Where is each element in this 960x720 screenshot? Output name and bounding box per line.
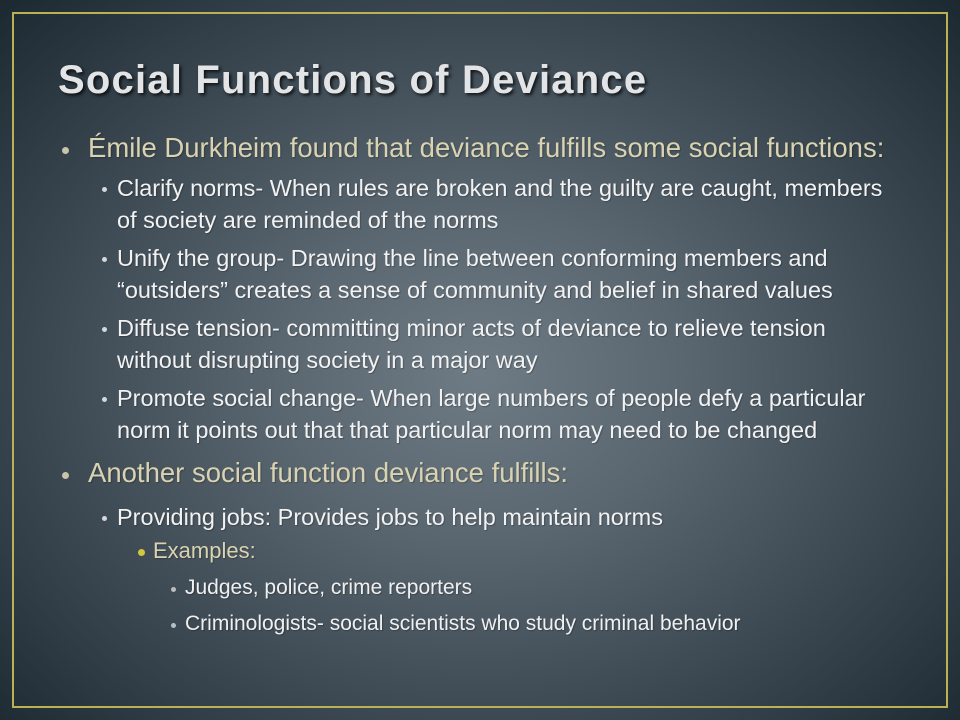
bullet-item-judges <box>0 573 960 603</box>
bullet-icon <box>102 397 107 402</box>
bullet-icon <box>171 587 176 592</box>
bullet-text: Criminologists- social scientists who study criminal behavior <box>185 612 741 635</box>
bullet-text: Another social function deviance fulfills: <box>88 457 568 488</box>
bullet-item-providing-jobs <box>0 501 960 533</box>
bullet-line: Promote social change- When large numbers of people defy a particular <box>117 385 866 411</box>
bullet-text: Émile Durkheim found that deviance fulfills some social functions: <box>88 132 885 163</box>
bullet-list <box>0 130 960 639</box>
bullet-icon <box>102 516 107 521</box>
bullet-line: “outsiders” creates a sense of community and belief in shared values <box>117 277 833 303</box>
bullet-item-examples <box>0 536 960 566</box>
bullet-icon <box>102 187 107 192</box>
bullet-line: without disrupting society in a major way <box>117 347 538 373</box>
bullet-line: norm it points out that that particular norm may need to be changed <box>117 417 818 443</box>
bullet-item-criminologists <box>0 609 960 639</box>
bullet-item-diffuse-tension <box>0 312 960 376</box>
bullet-icon <box>171 623 176 628</box>
bullet-icon <box>138 549 145 556</box>
slide-title: Social Functions of Deviance <box>58 58 648 102</box>
bullet-item-another-function <box>0 455 960 491</box>
bullet-text: Examples: <box>153 538 256 563</box>
bullet-line: Unify the group- Drawing the line between conforming members and <box>117 245 828 271</box>
bullet-text: Judges, police, crime reporters <box>185 576 473 599</box>
bullet-icon <box>102 257 107 262</box>
bullet-line: of society are reminded of the norms <box>117 207 499 233</box>
bullet-icon <box>102 327 107 332</box>
bullet-item-promote-change <box>0 382 960 446</box>
bullet-icon <box>62 472 69 479</box>
bullet-line: Clarify norms- When rules are broken and the guilty are caught, members <box>117 175 883 201</box>
bullet-icon <box>62 147 69 154</box>
bullet-text: Providing jobs: Provides jobs to help maintain norms <box>117 504 663 530</box>
bullet-item-unify-group <box>0 242 960 306</box>
bullet-item-clarify-norms <box>0 172 960 236</box>
bullet-item-durkheim <box>0 130 960 166</box>
bullet-line: Diffuse tension- committing minor acts of deviance to relieve tension <box>117 315 826 341</box>
